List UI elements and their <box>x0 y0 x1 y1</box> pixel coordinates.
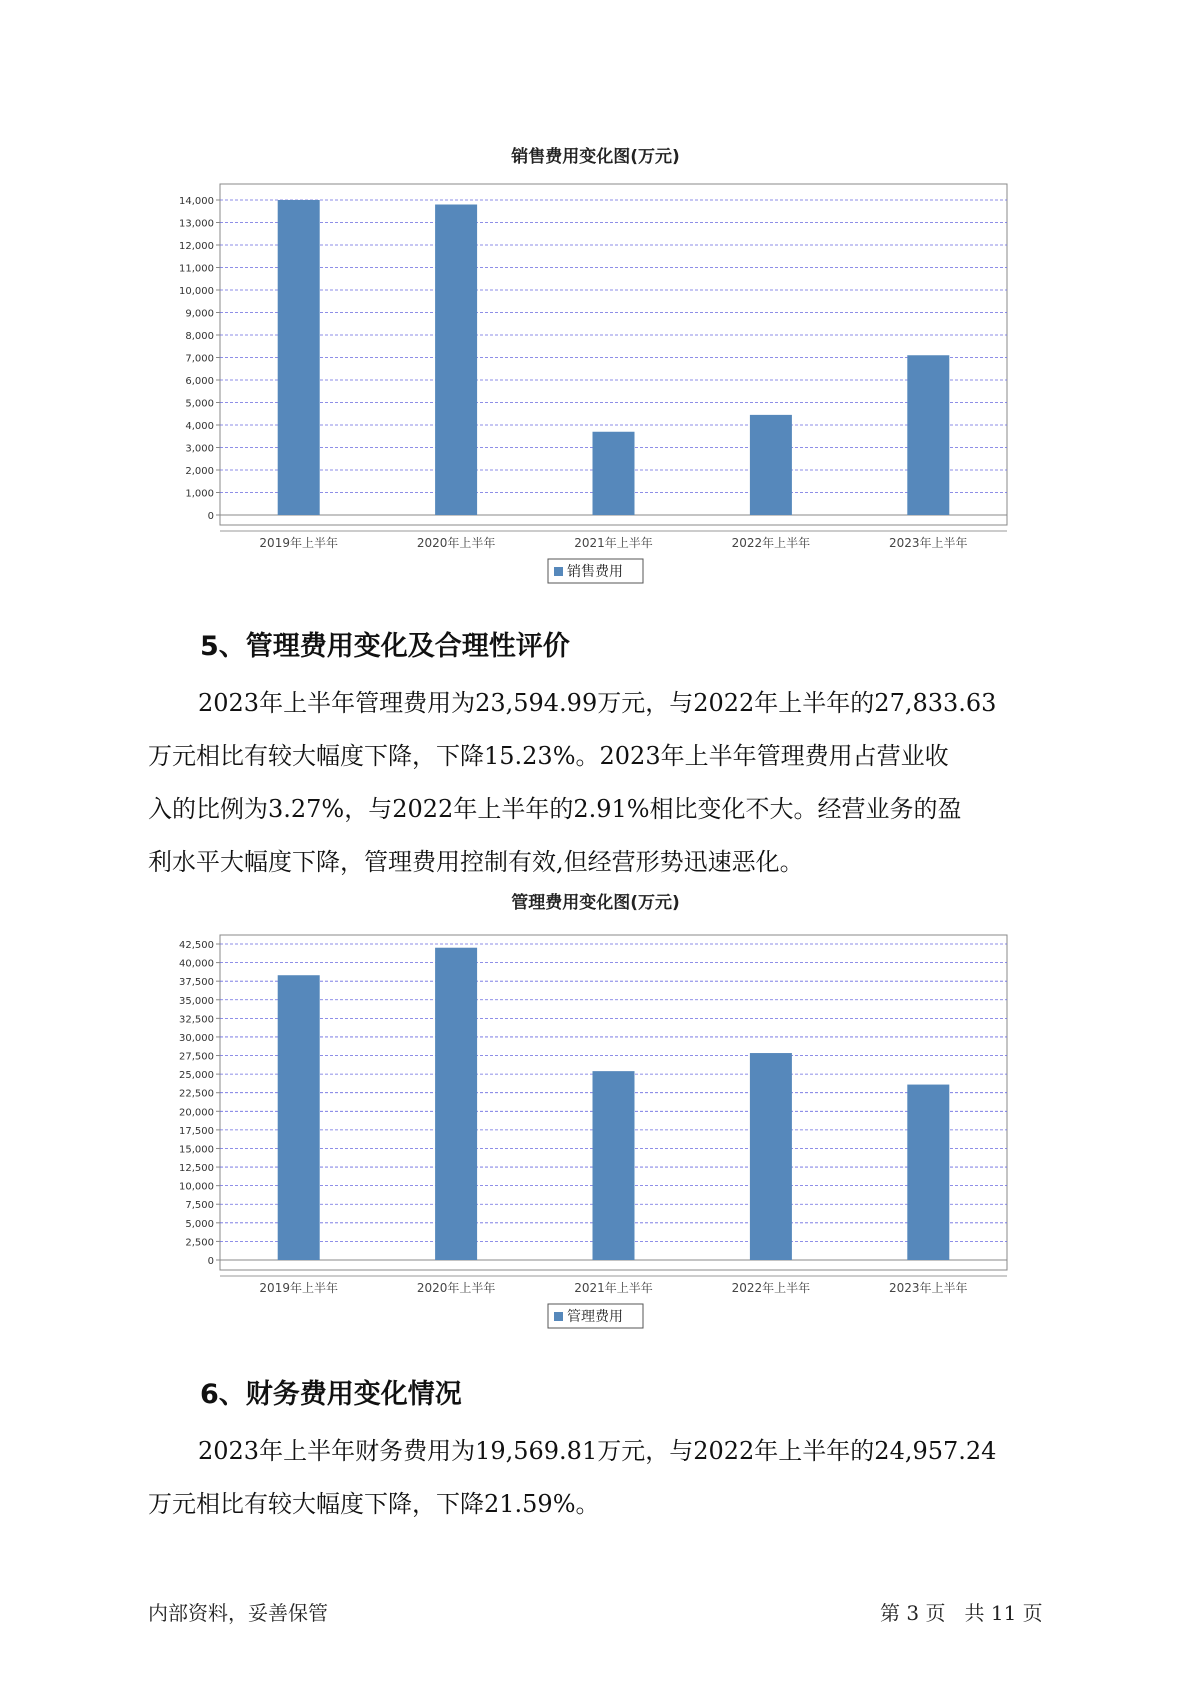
bar <box>907 355 949 515</box>
y-tick-label: 0 <box>207 511 214 522</box>
paragraph-line: 2023年上半年财务费用为19,569.81万元，与2022年上半年的24,957.24 <box>198 1437 997 1465</box>
section-5-heading: 5、管理费用变化及合理性评价 <box>200 631 570 662</box>
bar <box>593 432 635 515</box>
paragraph-line: 入的比例为3.27%，与2022年上半年的2.91%相比变化不大。经营业务的盈 <box>148 795 962 823</box>
y-tick-label: 10,000 <box>179 286 214 297</box>
x-tick-label: 2023年上半年 <box>889 1281 968 1295</box>
y-tick-label: 30,000 <box>179 1032 214 1044</box>
bar <box>278 975 320 1260</box>
footer-left: 内部资料，妥善保管 <box>148 1601 328 1625</box>
y-tick-label: 5,000 <box>185 1218 214 1230</box>
legend-swatch <box>554 1312 563 1321</box>
section-5-paragraph <box>148 677 1068 889</box>
y-tick-label: 14,000 <box>179 196 214 207</box>
legend-swatch <box>554 567 563 576</box>
y-tick-label: 12,000 <box>179 241 214 252</box>
y-tick-label: 3,000 <box>185 443 214 455</box>
y-tick-label: 40,000 <box>179 958 214 970</box>
x-tick-label: 2021年上半年 <box>574 1281 653 1295</box>
x-tick-label: 2023年上半年 <box>889 536 968 550</box>
y-tick-label: 32,500 <box>179 1014 214 1026</box>
y-tick-label: 0 <box>207 1256 214 1267</box>
section-6-heading: 6、财务费用变化情况 <box>200 1379 462 1410</box>
y-tick-label: 4,000 <box>185 421 214 432</box>
bar <box>907 1085 949 1260</box>
y-tick-label: 35,000 <box>179 995 214 1007</box>
x-tick-label: 2019年上半年 <box>259 536 338 550</box>
paragraph-line: 万元相比有较大幅度下降，下降21.59%。 <box>148 1490 600 1518</box>
y-tick-label: 7,500 <box>185 1200 214 1212</box>
y-tick-label: 2,500 <box>185 1237 214 1249</box>
bar <box>750 1053 792 1260</box>
x-tick-label: 2020年上半年 <box>416 1281 496 1295</box>
y-tick-label: 6,000 <box>185 376 214 387</box>
y-tick-label: 11,000 <box>179 263 214 275</box>
admin-expense-chart <box>0 915 1191 1345</box>
sales-expense-chart <box>0 170 1191 590</box>
y-tick-label: 37,500 <box>179 977 214 989</box>
bar <box>278 200 320 515</box>
bar <box>593 1071 635 1260</box>
y-tick-label: 7,000 <box>185 353 214 365</box>
legend-label: 销售费用 <box>567 564 623 580</box>
y-tick-label: 5,000 <box>185 398 214 410</box>
y-tick-label: 9,000 <box>185 308 214 320</box>
bar <box>750 415 792 515</box>
y-tick-label: 1,000 <box>185 488 214 500</box>
x-tick-label: 2022年上半年 <box>731 536 811 550</box>
y-tick-label: 15,000 <box>179 1144 214 1156</box>
x-tick-label: 2022年上半年 <box>731 1281 811 1295</box>
bar <box>435 948 477 1260</box>
legend-label: 管理费用 <box>567 1309 623 1325</box>
bar <box>435 205 477 516</box>
y-tick-label: 13,000 <box>179 218 214 230</box>
y-tick-label: 42,500 <box>179 940 214 951</box>
footer-page-number: 第 3 页 共 11 页 <box>880 1601 1043 1625</box>
paragraph-line: 万元相比有较大幅度下降，下降15.23%。2023年上半年管理费用占营业收 <box>148 742 949 770</box>
y-tick-label: 22,500 <box>179 1088 214 1100</box>
x-tick-label: 2020年上半年 <box>416 536 496 550</box>
x-tick-label: 2021年上半年 <box>574 536 653 550</box>
paragraph-line: 利水平大幅度下降，管理费用控制有效,但经营形势迅速恶化。 <box>148 848 804 876</box>
y-tick-label: 20,000 <box>179 1107 214 1119</box>
y-tick-label: 10,000 <box>179 1181 214 1193</box>
y-tick-label: 17,500 <box>179 1125 214 1137</box>
x-tick-label: 2019年上半年 <box>259 1281 338 1295</box>
y-tick-label: 27,500 <box>179 1051 214 1063</box>
paragraph-line: 2023年上半年管理费用为23,594.99万元，与2022年上半年的27,833.63 <box>198 689 997 717</box>
section-6-paragraph <box>148 1425 1068 1531</box>
chart-title-admin: 管理费用变化图(万元) <box>511 893 680 913</box>
y-tick-label: 25,000 <box>179 1070 214 1082</box>
y-tick-label: 12,500 <box>179 1163 214 1175</box>
chart-title-sales: 销售费用变化图(万元) <box>511 147 680 167</box>
y-tick-label: 8,000 <box>185 331 214 342</box>
y-tick-label: 2,000 <box>185 466 214 477</box>
